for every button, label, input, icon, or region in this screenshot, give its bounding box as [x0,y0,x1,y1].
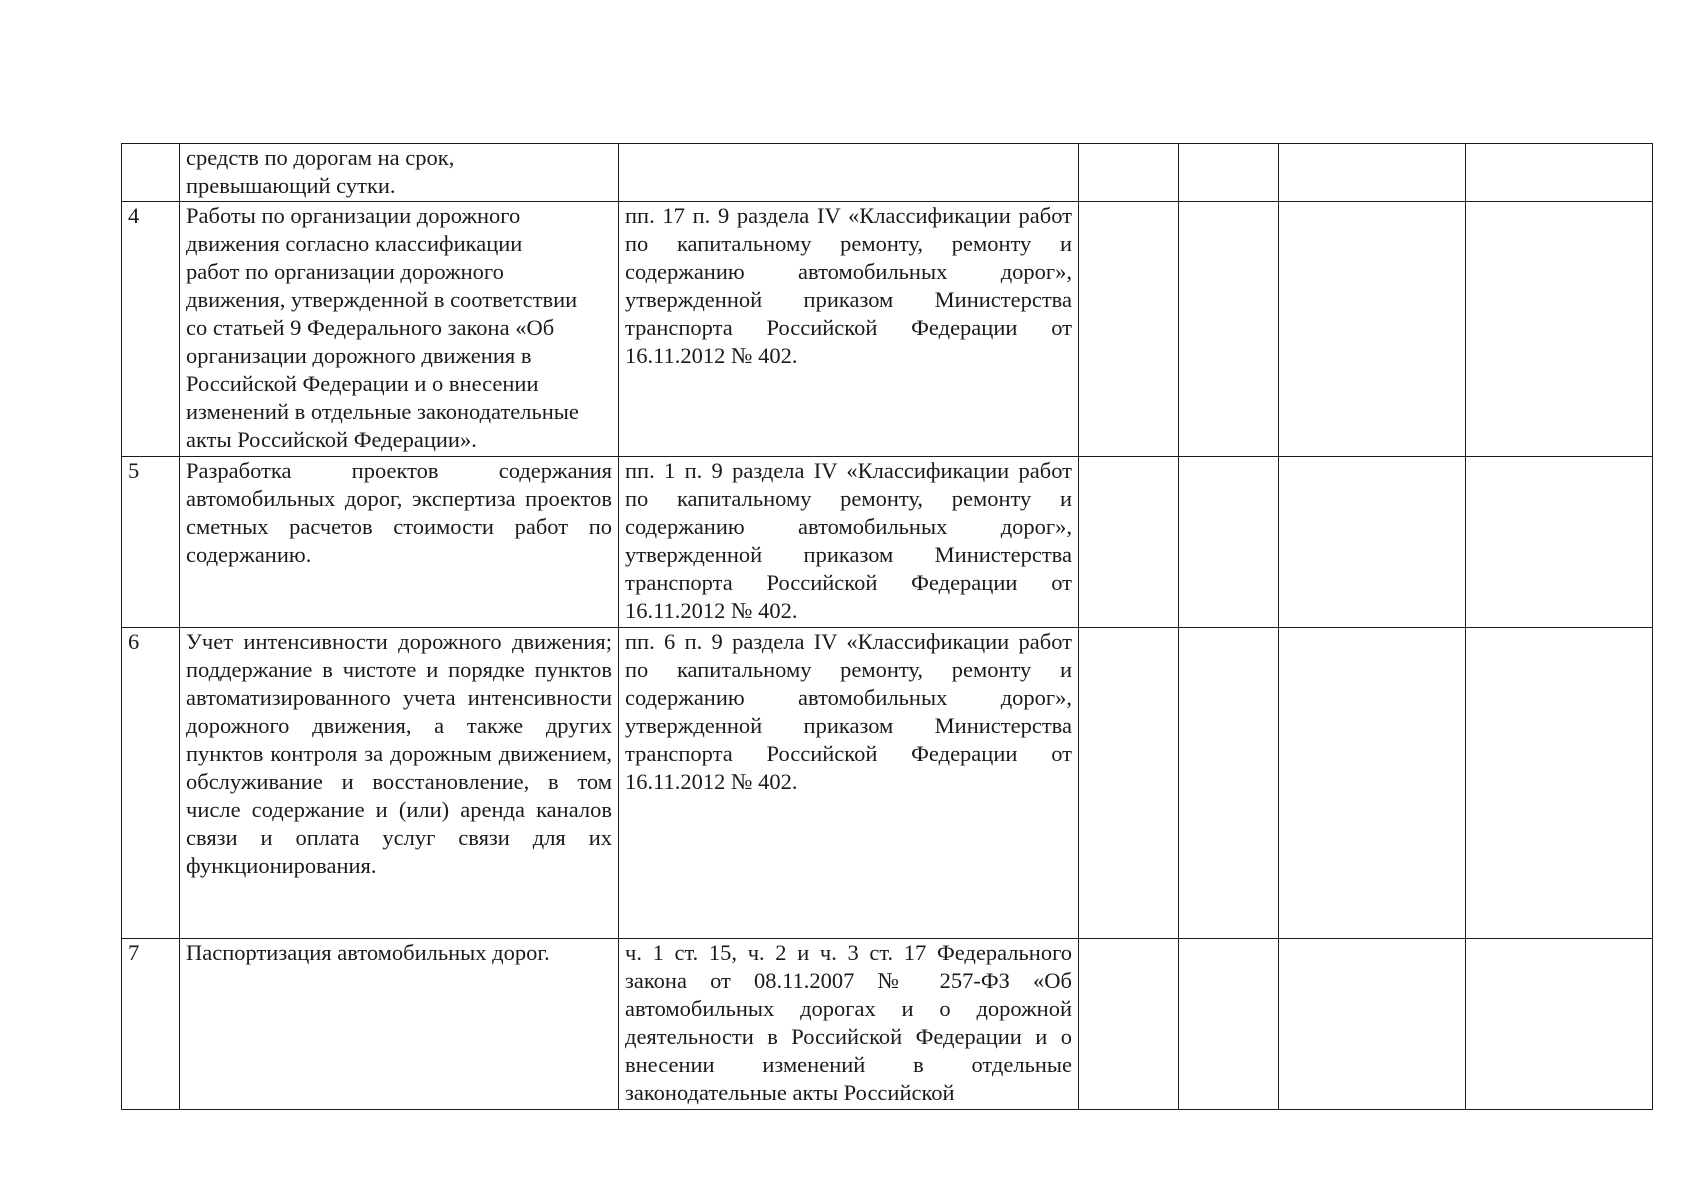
empty-cell [1079,628,1179,939]
work-description-cell: Учет интенсивности дорожного движения; поддержание в чистоте и порядке пунктов автоматизированного учета интенсивности дорожного движения, а также других пунктов контроля за дорожным движением, обслуживание и восстановление, в том числе содержание и (или) аренда каналов связи и оплата услуг связи для их функционирования. [180,628,619,939]
legal-basis-cell: ч. 1 ст. 15, ч. 2 и ч. 3 ст. 17 Федерального закона от 08.11.2007 № 257-ФЗ «Об автомобильных дорогах и о дорожной деятельности в Российской Федерации и о внесении изменений в отдельные законодательные акты Российской [619,939,1079,1110]
legal-basis-cell [619,144,1079,202]
table-row [122,939,1653,1110]
empty-cell [1179,144,1279,202]
legal-basis-cell: пп. 17 п. 9 раздела IV «Классификации работ по капитальному ремонту, ремонту и содержанию автомобильных дорог», утвержденной приказом Министерства транспорта Российской Федерации от 16.11.2012 № 402. [619,202,1079,457]
row-number-cell [122,144,180,202]
work-description-cell: Работы по организации дорожного движения согласно классификации работ по организации дорожного движения, утвержденной в соответствии со статьей 9 Федерального закона «Об организации дорожного движения в Российской Федерации и о внесении изменений в отдельные законодательные акты Российской Федерации». [180,202,619,457]
row-number-cell: 4 [122,202,180,457]
row-number-cell: 6 [122,628,180,939]
table-row [122,144,1653,202]
empty-cell [1179,628,1279,939]
work-description-cell: средств по дорогам на срок, превышающий сутки. [180,144,619,202]
row-number-cell: 5 [122,457,180,628]
empty-cell [1279,628,1466,939]
empty-cell [1279,202,1466,457]
empty-cell [1466,202,1653,457]
empty-cell [1466,628,1653,939]
table-row [122,628,1653,939]
legal-basis-cell: пп. 1 п. 9 раздела IV «Классификации работ по капитальному ремонту, ремонту и содержанию автомобильных дорог», утвержденной приказом Министерства транспорта Российской Федерации от 16.11.2012 № 402. [619,457,1079,628]
empty-cell [1279,457,1466,628]
empty-cell [1079,939,1179,1110]
work-description-cell: Разработка проектов содержания автомобильных дорог, экспертиза проектов сметных расчетов стоимости работ по содержанию. [180,457,619,628]
empty-cell [1079,457,1179,628]
empty-cell [1279,144,1466,202]
empty-cell [1466,939,1653,1110]
works-table [121,143,1653,1110]
empty-cell [1179,457,1279,628]
empty-cell [1179,939,1279,1110]
empty-cell [1079,144,1179,202]
table-row [122,457,1653,628]
table-row [122,202,1653,457]
empty-cell [1079,202,1179,457]
work-description-cell: Паспортизация автомобильных дорог. [180,939,619,1110]
row-number-cell: 7 [122,939,180,1110]
empty-cell [1179,202,1279,457]
empty-cell [1279,939,1466,1110]
empty-cell [1466,457,1653,628]
empty-cell [1466,144,1653,202]
legal-basis-cell: пп. 6 п. 9 раздела IV «Классификации работ по капитальному ремонту, ремонту и содержанию автомобильных дорог», утвержденной приказом Министерства транспорта Российской Федерации от 16.11.2012 № 402. [619,628,1079,939]
